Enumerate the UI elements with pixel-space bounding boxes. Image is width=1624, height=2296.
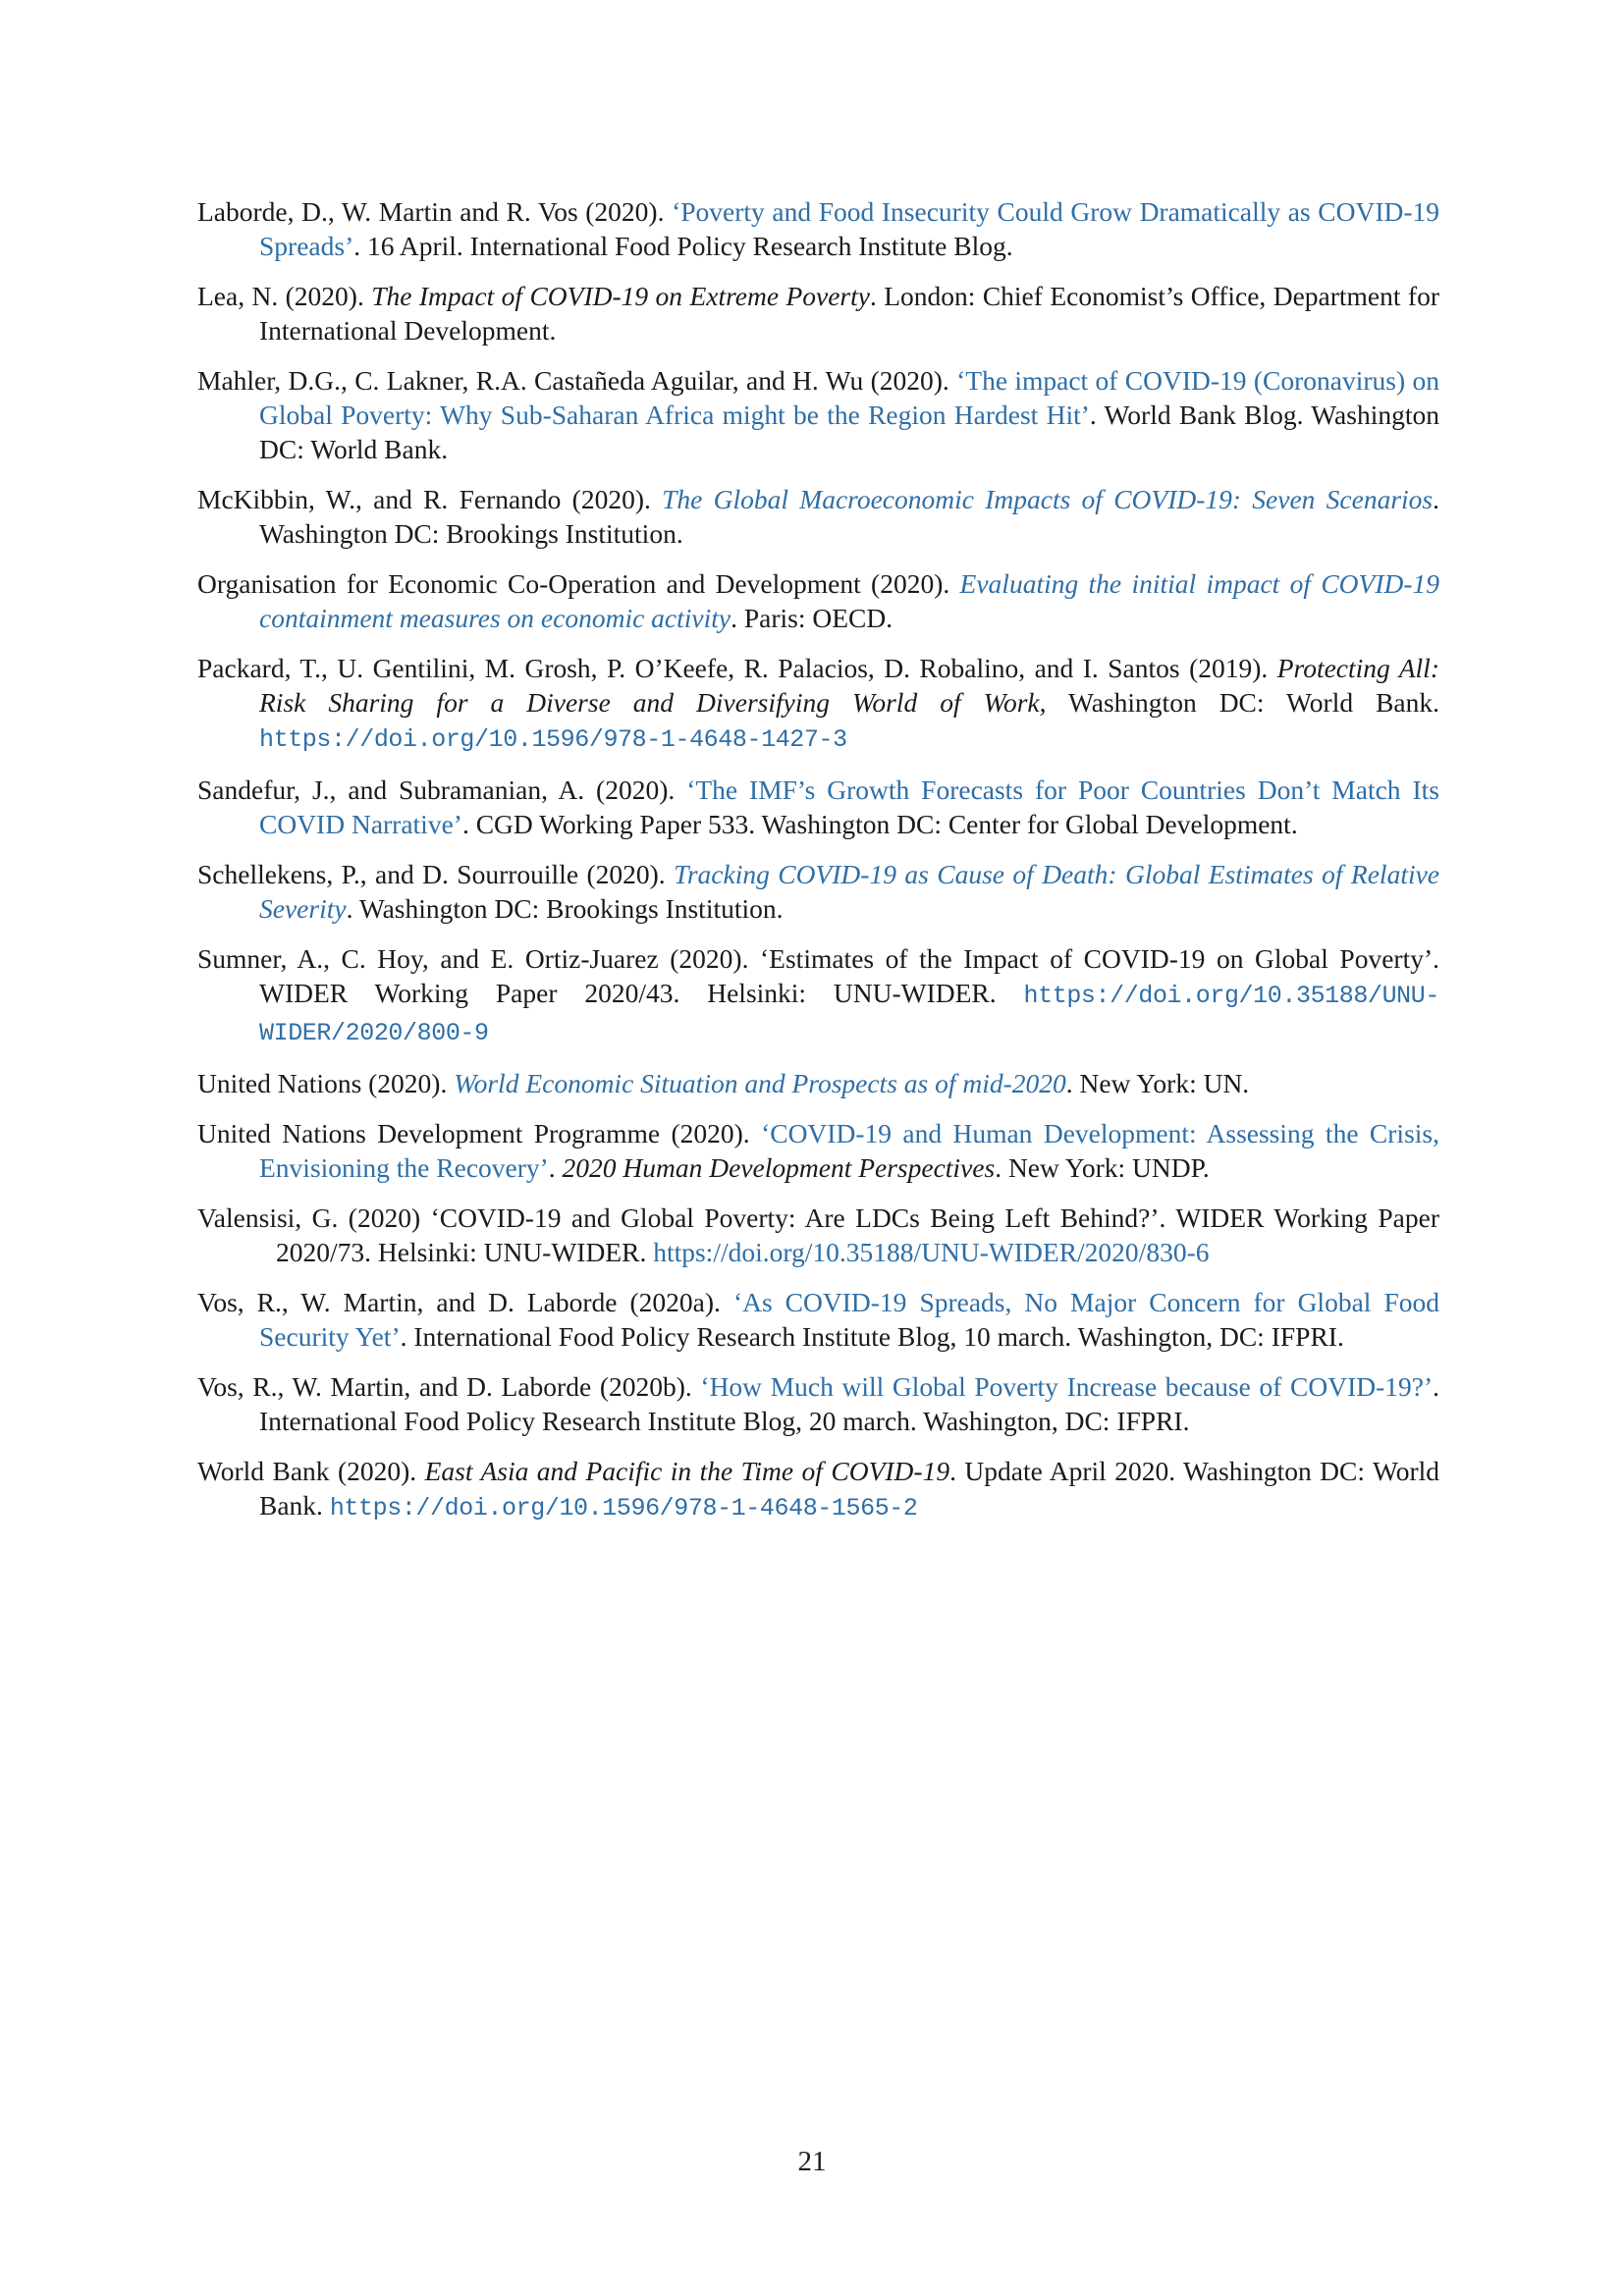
reference-link[interactable]: The Global Macroeconomic Impacts of COVID-19: Seven Scenarios bbox=[662, 484, 1434, 514]
page-number: 21 bbox=[797, 2146, 827, 2177]
reference-un bbox=[197, 1066, 1439, 1100]
reference-text: . Washington DC: Brookings Institution. bbox=[259, 484, 1439, 549]
reference-title: East Asia and Pacific in the Time of COVID-19 bbox=[424, 1456, 950, 1486]
reference-link[interactable]: Tracking COVID-19 as Cause of Death: Global Estimates of Relative Severity bbox=[259, 859, 1440, 924]
reference-text: Lea, N. (2020). bbox=[197, 281, 372, 311]
reference-text: Mahler, D.G., C. Lakner, R.A. Castañeda Aguilar, and H. Wu (2020). bbox=[197, 365, 957, 396]
reference-link[interactable]: ‘How Much will Global Poverty Increase because of COVID-19?’ bbox=[700, 1371, 1434, 1402]
reference-text: . London: Chief Economist’s Office, Department for International Development. bbox=[259, 281, 1439, 346]
reference-text: Sandefur, J., and Subramanian, A. (2020). bbox=[197, 774, 687, 805]
reference-link[interactable]: World Economic Situation and Prospects as of mid-2020 bbox=[454, 1068, 1066, 1098]
reference-text: . Update April 2020. Washington DC: World Bank. bbox=[259, 1456, 1439, 1521]
reference-text: . Paris: OECD. bbox=[731, 603, 893, 633]
reference-text: Vos, R., W. Martin, and D. Laborde (2020a). bbox=[197, 1287, 733, 1317]
reference-oecd bbox=[197, 566, 1439, 635]
reference-link[interactable]: ‘The IMF’s Growth Forecasts for Poor Countries Don’t Match Its COVID Narrative’ bbox=[259, 774, 1439, 839]
reference-text: . bbox=[548, 1152, 563, 1183]
reference-text: Vos, R., W. Martin, and D. Laborde (2020b). bbox=[197, 1371, 701, 1402]
reference-mahler bbox=[197, 363, 1439, 466]
reference-link[interactable]: ‘The impact of COVID-19 (Coronavirus) on Global Poverty: Why Sub-Saharan Africa might be the Region Hardest Hit’ bbox=[259, 365, 1439, 430]
reference-worldbank bbox=[197, 1454, 1439, 1525]
reference-list bbox=[197, 194, 1439, 1541]
reference-text: Washington DC: World Bank. bbox=[1046, 687, 1440, 718]
reference-lea bbox=[197, 279, 1439, 347]
reference-text: . New York: UN. bbox=[1065, 1068, 1250, 1098]
reference-text: Laborde, D., W. Martin and R. Vos (2020). bbox=[197, 196, 673, 227]
reference-schellekens bbox=[197, 857, 1439, 926]
reference-text: . World Bank Blog. Washington DC: World Bank. bbox=[259, 400, 1439, 464]
reference-packard bbox=[197, 651, 1439, 757]
reference-sumner bbox=[197, 941, 1439, 1050]
reference-text: Sumner, A., C. Hoy, and E. Ortiz-Juarez (2020). ‘Estimates of the Impact of COVID-19 on Global Poverty’. WIDER Working Paper 2020/43. Helsinki: UNU-WIDER. bbox=[197, 943, 1439, 1008]
reference-vos-a bbox=[197, 1285, 1439, 1354]
reference-title: The Impact of COVID-19 on Extreme Poverty bbox=[371, 281, 870, 311]
reference-link[interactable]: ‘As COVID-19 Spreads, No Major Concern for Global Food Security Yet’ bbox=[259, 1287, 1439, 1352]
reference-text: Valensisi, G. (2020) ‘COVID-19 and Global Poverty: Are LDCs Being Left Behind?’. WIDER Working Paper 2020/73. Helsinki: UNU-WIDER. bbox=[197, 1202, 1439, 1267]
reference-text: Packard, T., U. Gentilini, M. Grosh, P. O’Keefe, R. Palacios, D. Robalino, and I. Santos (2019). bbox=[197, 653, 1277, 683]
reference-text: . New York: UNDP. bbox=[995, 1152, 1210, 1183]
reference-text: . Washington DC: Brookings Institution. bbox=[346, 893, 784, 924]
reference-link[interactable]: https://doi.org/10.1596/978-1-4648-1565-2 bbox=[329, 1494, 918, 1522]
reference-undp bbox=[197, 1116, 1439, 1185]
reference-link[interactable]: https://doi.org/10.35188/UNU-WIDER/2020/830-6 bbox=[653, 1237, 1210, 1267]
reference-vos-b bbox=[197, 1369, 1439, 1438]
reference-mckibbin bbox=[197, 482, 1439, 551]
reference-valensisi bbox=[197, 1201, 1439, 1269]
reference-text: Organisation for Economic Co-Operation and Development (2020). bbox=[197, 568, 960, 599]
reference-text: World Bank (2020). bbox=[197, 1456, 425, 1486]
reference-link[interactable]: ‘COVID-19 and Human Development: Assessing the Crisis, Envisioning the Recovery’ bbox=[259, 1118, 1439, 1183]
reference-text: . 16 April. International Food Policy Research Institute Blog. bbox=[353, 231, 1013, 261]
reference-text: . CGD Working Paper 533. Washington DC: Center for Global Development. bbox=[461, 809, 1298, 839]
reference-text: . International Food Policy Research Institute Blog, 10 march. Washington, DC: IFPRI. bbox=[400, 1321, 1344, 1352]
reference-title: 2020 Human Development Perspectives bbox=[562, 1152, 996, 1183]
reference-text: McKibbin, W., and R. Fernando (2020). bbox=[197, 484, 663, 514]
reference-title: Protecting All: Risk Sharing for a Diverse and Diversifying World of Work, bbox=[259, 653, 1439, 718]
reference-link[interactable]: https://doi.org/10.35188/UNU-WIDER/2020/800-9 bbox=[259, 982, 1439, 1047]
reference-text: United Nations Development Programme (2020). bbox=[197, 1118, 762, 1148]
reference-sandefur bbox=[197, 773, 1439, 841]
reference-link[interactable]: ‘Poverty and Food Insecurity Could Grow Dramatically as COVID-19 Spreads’ bbox=[259, 196, 1439, 261]
reference-laborde bbox=[197, 194, 1439, 263]
reference-text: Schellekens, P., and D. Sourrouille (2020). bbox=[197, 859, 675, 889]
reference-text: United Nations (2020). bbox=[197, 1068, 455, 1098]
reference-link[interactable]: Evaluating the initial impact of COVID-19 containment measures on economic activity bbox=[259, 568, 1439, 633]
reference-link[interactable]: https://doi.org/10.1596/978-1-4648-1427-3 bbox=[259, 725, 847, 754]
reference-text: . International Food Policy Research Institute Blog, 20 march. Washington, DC: IFPRI. bbox=[259, 1371, 1439, 1436]
